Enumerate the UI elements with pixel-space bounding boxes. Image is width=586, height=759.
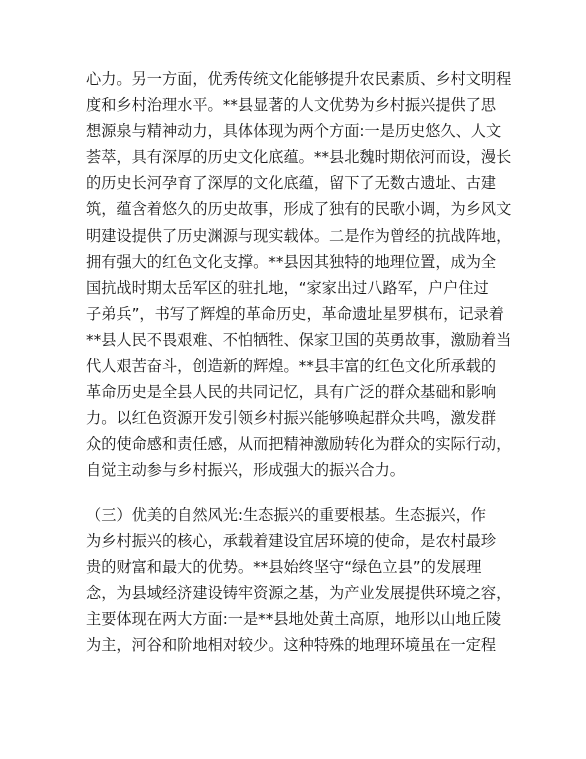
text-line: 为主，河谷和阶地相对较少。这种特殊的地理环境虽在一定程 bbox=[86, 635, 497, 654]
text-line: 想源泉与精神动力，具体体现为两个方面:一是历史悠久、人文 bbox=[86, 122, 502, 141]
text-line: 筑，蕴含着悠久的历史故事，形成了独有的民歌小调，为乡风文 bbox=[86, 200, 512, 219]
text-line: 度和乡村治理水平。**县显著的人文优势为乡村振兴提供了思 bbox=[86, 96, 497, 115]
text-line: （三）优美的自然风光:生态振兴的重要根基。生态振兴，作 bbox=[86, 505, 486, 524]
text-line: 为乡村振兴的核心，承载着建设宜居环境的使命，是农村最珍 bbox=[86, 531, 497, 550]
document-body bbox=[86, 66, 512, 658]
text-line: 贵的财富和最大的优势。**县始终坚守“绿色立县”的发展理 bbox=[86, 557, 482, 576]
text-line: 拥有强大的红色文化支撑。**县因其独特的地理位置，成为全 bbox=[86, 252, 497, 271]
paragraph-2 bbox=[86, 502, 512, 659]
text-line: 革命历史是全县人民的共同记忆，具有广泛的群众基础和影响 bbox=[86, 383, 497, 402]
text-line: 心力。另一方面，优秀传统文化能够提升农民素质、乡村文明程 bbox=[86, 70, 512, 88]
text-line: 明建设提供了历史渊源与现实载体。二是作为曾经的抗战阵地， bbox=[86, 226, 512, 245]
text-line: 荟萃，具有深厚的历史文化底蕴。**县北魏时期依河而设，漫长 bbox=[86, 148, 512, 167]
text-line: 自觉主动参与乡村振兴，形成强大的振兴合力。 bbox=[86, 461, 405, 480]
paragraph-1 bbox=[86, 66, 512, 484]
text-line: 代人艰苦奋斗，创造新的辉煌。**县丰富的红色文化所承载的 bbox=[86, 357, 497, 376]
text-line: 念，为县域经济建设铸牢资源之基，为产业发展提供环境之容， bbox=[86, 583, 512, 602]
paragraph-gap bbox=[86, 484, 506, 502]
text-line: 的历史长河孕育了深厚的文化底蕴，留下了无数古遗址、古建 bbox=[86, 174, 497, 193]
text-line: **县人民不畏艰难、不怕牺牲、保家卫国的英勇故事，激励着当 bbox=[86, 330, 512, 349]
text-line: 子弟兵”，书写了辉煌的革命历史，革命遗址星罗棋布，记录着 bbox=[86, 304, 504, 323]
text-line: 国抗战时期太岳军区的驻扎地，“家家出过八路军，户户住过 bbox=[86, 278, 489, 297]
text-line: 力。以红色资源开发引领乡村振兴能够唤起群众共鸣，激发群 bbox=[86, 409, 497, 428]
text-line: 主要体现在两大方面:一是**县地处黄土高原，地形以山地丘陵 bbox=[86, 609, 502, 628]
text-line: 众的使命感和责任感，从而把精神激励转化为群众的实际行动， bbox=[86, 435, 512, 454]
